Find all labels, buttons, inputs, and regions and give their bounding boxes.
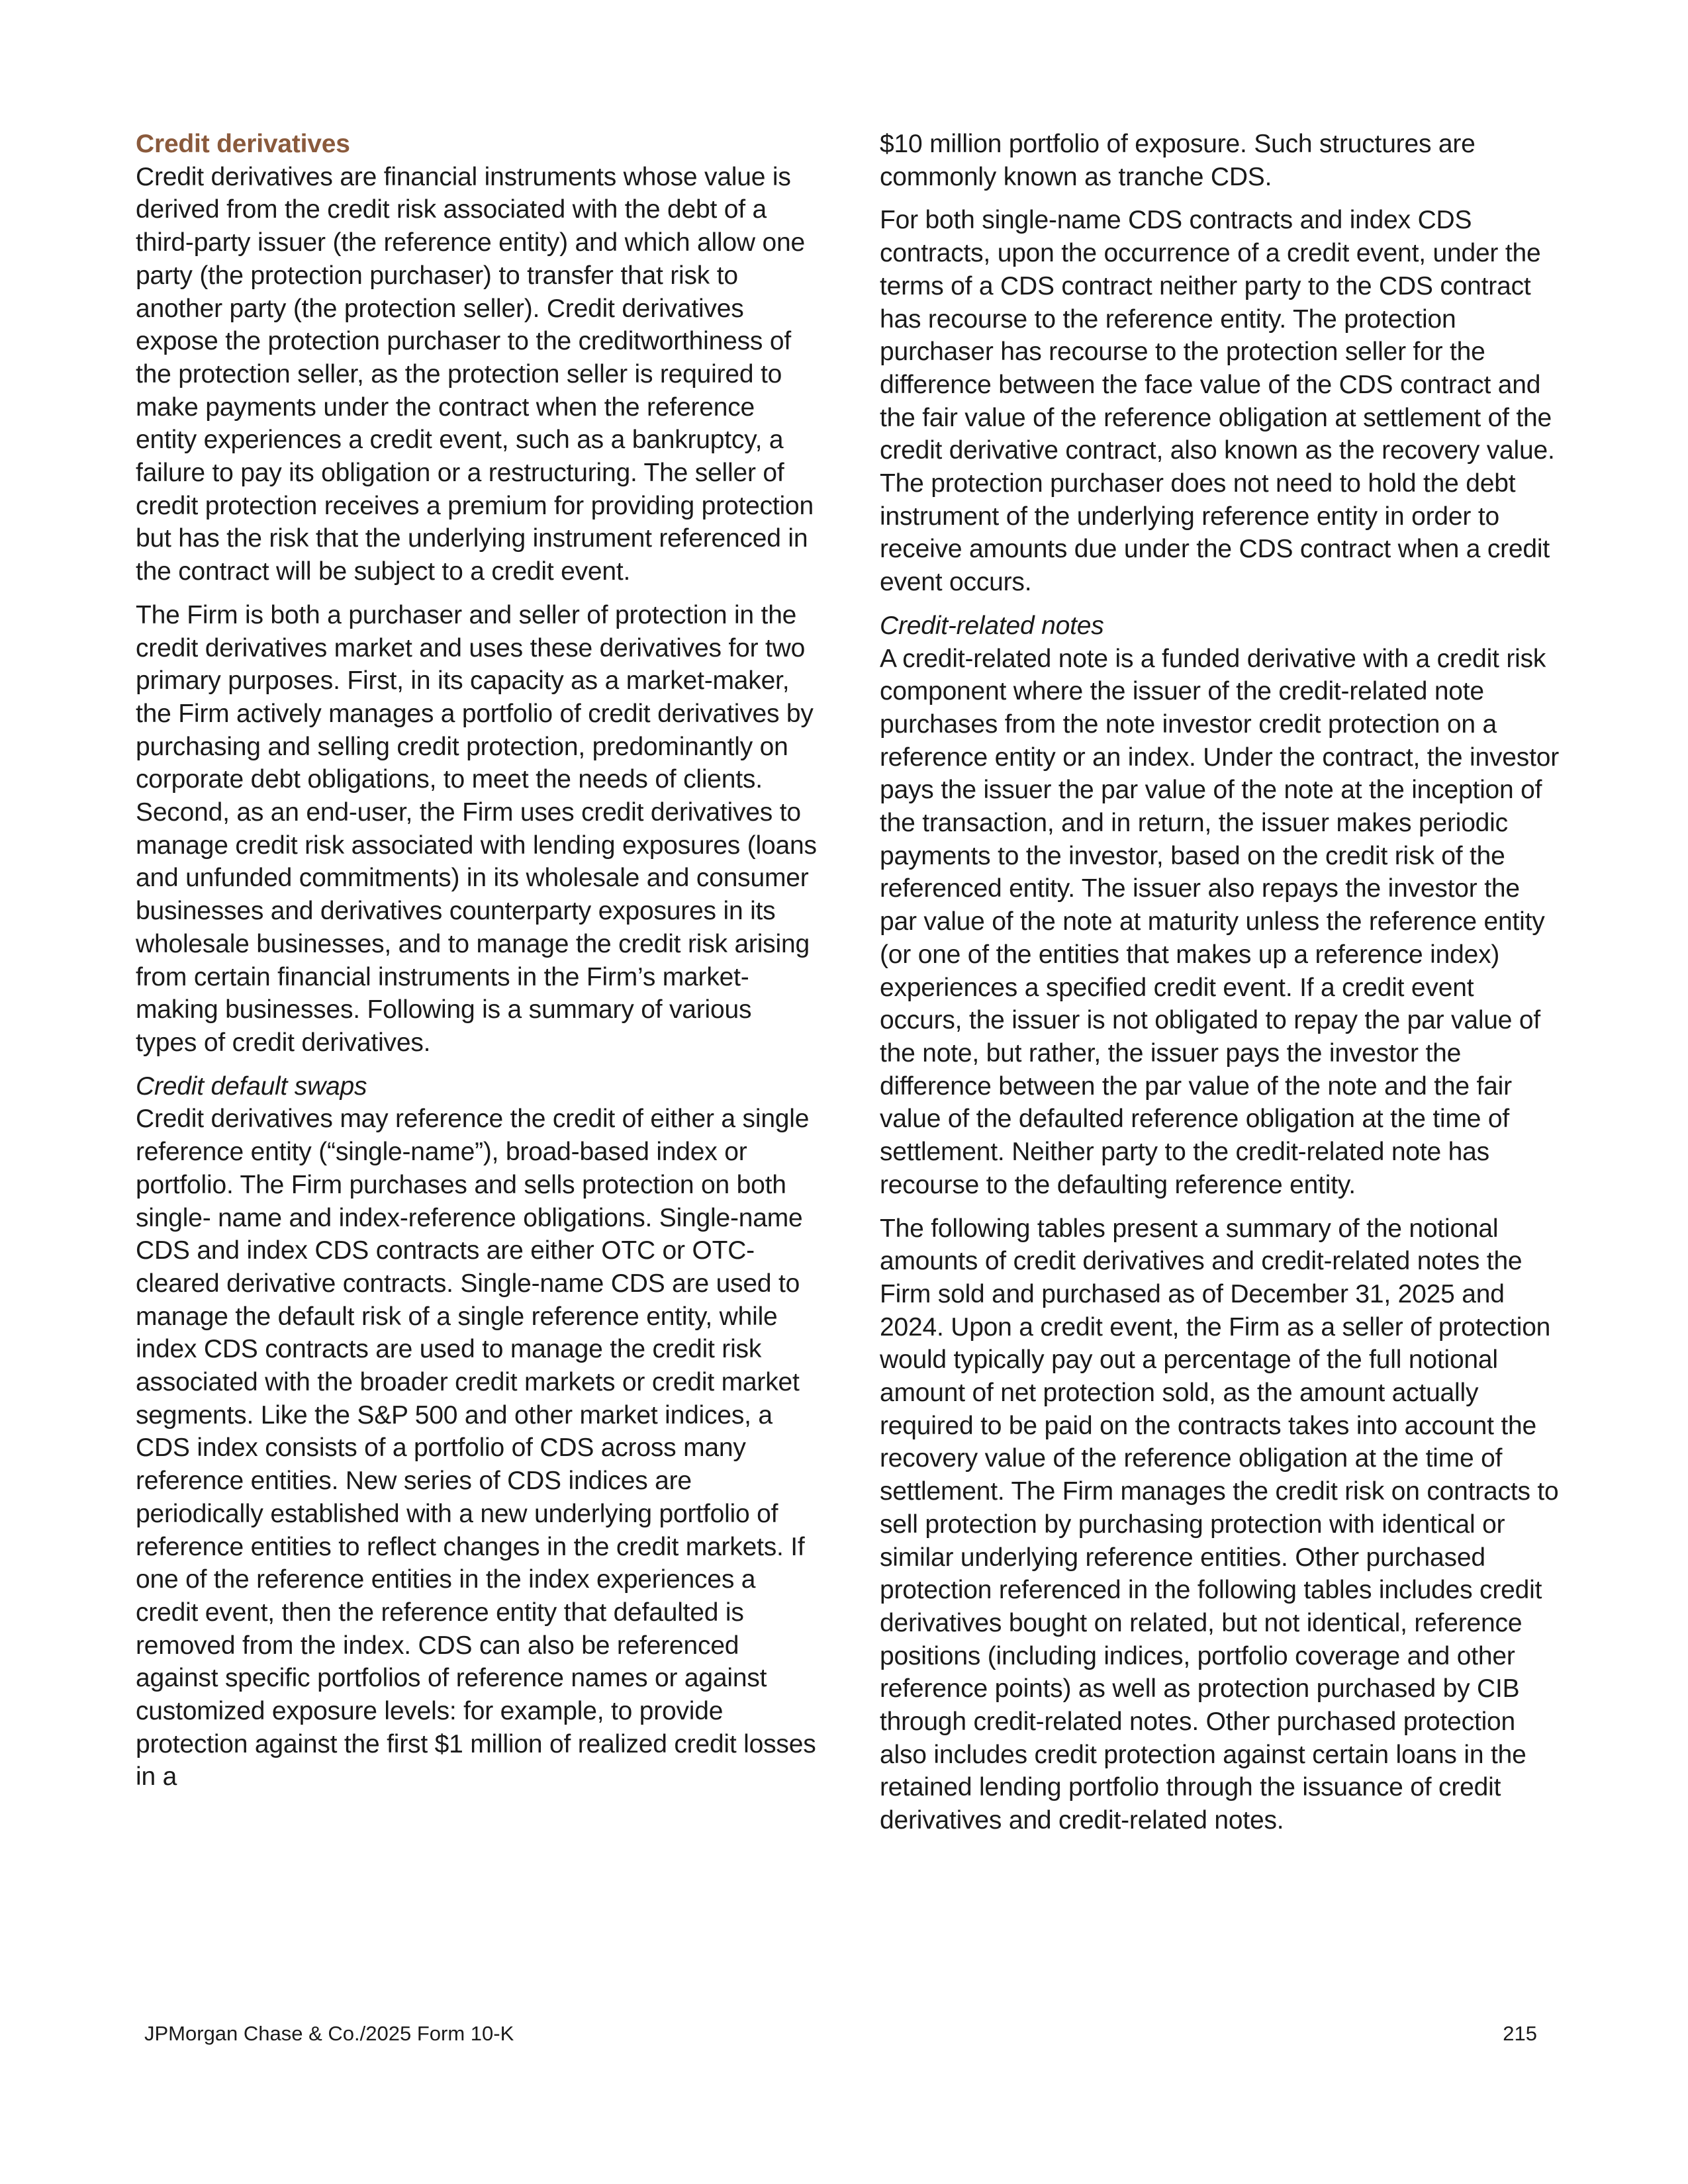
right-column [880, 128, 1562, 1848]
paragraph-credit-derivatives-definition: Credit derivatives are financial instruments whose value is derived from the credit risk associated with the debt of a third-party issuer (the reference entity) and which allow one party (the protection purchaser) to transfer that risk to another party (the protection seller). Credit derivatives expose the protection purchaser to the creditworthiness of the protection seller, as the protection seller is required to make payments under the contract when the reference entity experiences a credit event, such as a bankruptcy, a failure to pay its obligation or a restructuring. The seller of credit protection receives a premium for providing protection but has the risk that the underlying instrument referenced in the contract will be subject to a credit event. [136, 162, 814, 586]
paragraph-summary-tables: The following tables present a summary of the notional amounts of credit derivatives and credit-related notes the Firm sold and purchased as of December 31, 2025 and 2024. Upon a credit event, the Firm as a seller of protection would typically pay out a percentage of the full notional amount of net protection sold, as the amount actually required to be paid on the contracts takes into account the recovery value of the reference obligation at the time of settlement. The Firm manages the credit risk on contracts to sell protection by purchasing protection with identical or similar underlying reference entities. Other purchased protection referenced in the following tables includes credit derivatives bought on related, but not identical, reference positions (including indices, portfolio coverage and other reference points) as well as protection purchased by CIB through credit-related notes. Other purchased protection also includes credit protection against certain loans in the retained lending portfolio through the issuance of credit derivatives and credit-related notes. [880, 1214, 1559, 1835]
section-heading-credit-derivatives: Credit derivatives [136, 130, 350, 158]
paragraph-cds-description: Credit derivatives may reference the credit of either a single reference entity (“single-name”), broad-based index or portfolio. The Firm purchases and sells protection on both single- name and index-reference obligations. Single-name CDS and index CDS contracts are either OTC or OTC-cleared derivative contracts. Single-name CDS are used to manage the default risk of a single reference entity, while index CDS contracts are used to manage the credit risk associated with the broader credit markets or credit market segments. Like the S&P 500 and other market indices, a CDS index consists of a portfolio of CDS across many reference entities. New series of CDS indices are periodically established with a new underlying portfolio of reference entities to reflect changes in the credit markets. If one of the reference entities in the index experiences a credit event, then the reference entity that defaulted is removed from the index. CDS can also be referenced against specific portfolios of reference names or against customized exposure levels: for example, to provide protection against the first $1 million of realized credit losses in a [136, 1105, 816, 1792]
footer-source: JPMorgan Chase & Co./2025 Form 10-K [144, 2022, 514, 2045]
footer-page-number: 215 [1503, 2022, 1537, 2045]
subheading-credit-default-swaps: Credit default swaps [136, 1071, 367, 1101]
subheading-credit-related-notes: Credit-related notes [880, 611, 1104, 640]
paragraph-firm-purposes: The Firm is both a purchaser and seller of protection in the credit derivatives market and uses these derivatives for two primary purposes. First, in its capacity as a market-maker, the Firm actively manages a portfolio of credit derivatives by purchasing and selling credit protection, predominantly on corporate debt obligations, to meet the needs of clients. Second, as an end-user, the Firm uses credit derivatives to manage credit risk associated with lending exposures (loans and unfunded commitments) in its wholesale and consumer businesses and derivatives counterparty exposures in its wholesale businesses, and to manage the credit risk arising from certain financial instruments in the Firm’s market-making businesses. Following is a summary of various types of credit derivatives. [136, 600, 817, 1057]
paragraph-credit-related-notes: A credit-related note is a funded derivative with a credit risk component where the issuer of the credit-related note purchases from the note investor credit protection on a reference entity or an index. Under the contract, the investor pays the issuer the par value of the note at the inception of the transaction, and in return, the issuer makes periodic payments to the investor, based on the credit risk of the referenced entity. The issuer also repays the investor the par value of the note at maturity unless the reference entity (or one of the entities that makes up a reference index) experiences a specified credit event. If a credit event occurs, the issuer is not obligated to repay the par value of the note, but rather, the issuer pays the investor the difference between the par value of the note and the fair value of the defaulted reference obligation at the time of settlement. Neither party to the credit-related note has recourse to the defaulting reference entity. [880, 644, 1559, 1199]
left-column [136, 128, 818, 1804]
paragraph-cds-recourse: For both single-name CDS contracts and index CDS contracts, upon the occurrence of a credit event, under the terms of a CDS contract neither party to the CDS contract has recourse to the reference entity. The protection purchaser has recourse to the protection seller for the difference between the face value of the CDS contract and the fair value of the reference obligation at settlement of the credit derivative contract, also known as the recovery value. The protection purchaser does not need to hold the debt instrument of the underlying reference entity in order to receive amounts due under the CDS contract when a credit event occurs. [880, 206, 1555, 597]
paragraph-tranche-cds: $10 million portfolio of exposure. Such structures are commonly known as tranche CDS. [880, 130, 1476, 191]
